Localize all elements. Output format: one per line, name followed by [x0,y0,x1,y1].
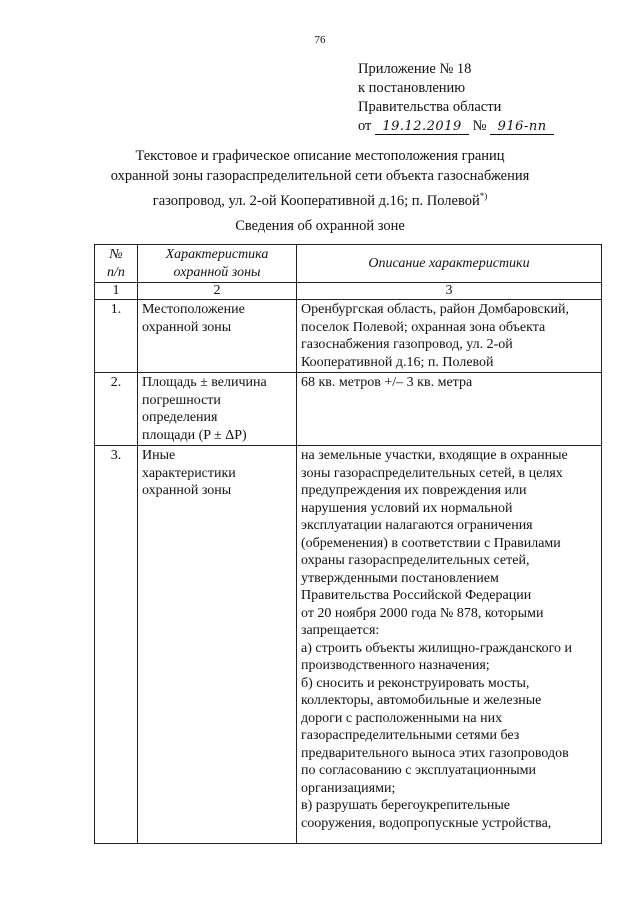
text-line: (обременения) в соответствии с Правилами [301,535,561,551]
table-row [95,446,602,844]
row-characteristic [138,300,297,373]
text-line: Правительства Российской Федерации [301,588,532,603]
text-line: определения [142,410,218,425]
zone-info-table [94,244,602,844]
header-number-line-2: п/п [107,264,125,280]
text-line: эксплуатации налагаются ограничения [301,518,533,533]
text-line: Кооперативной д.16; п. Полевой [301,354,494,370]
appendix-date-line [358,117,554,136]
text-line: погрешности [142,392,221,408]
table-index-row [95,283,602,300]
text-line: а) строить объекты жилищно-гражданского и [301,640,572,656]
index-cell: 3 [297,283,602,300]
row-description [297,373,602,446]
from-label: от [358,118,372,134]
header-characteristic-line-2: охранной зоны [173,264,261,280]
text-line: организациями; [301,780,396,796]
row-description [297,446,602,844]
handwritten-number: 916-пп [490,120,554,135]
text-line: нарушения условий их нормальной [301,500,513,516]
footnote-mark: *) [479,191,488,201]
title-line-3 [80,186,560,211]
title-line-2: охранной зоны газораспределительной сети объекта газоснабжения [110,168,530,184]
text-line: зоны газораспределительных сетей, в целях [301,465,563,481]
text-line: Оренбургская область, район Домбаровский, [301,302,570,317]
document-title [80,146,560,211]
text-line: запрещается: [301,623,380,638]
text-line: утвержденными постановлением [301,570,499,586]
text-line: Площадь ± величина [142,375,267,390]
text-line: характеристики [142,465,236,481]
header-characteristic-line-1: Характеристика [165,247,269,262]
text-line: предупреждения их повреждения или [301,483,527,498]
row-number: 2. [95,373,138,446]
index-cell: 2 [138,283,297,300]
text-line: в) разрушать берегоукрепительные [301,798,511,813]
text-line: предварительного выноса этих газопроводов [301,745,569,761]
header-number-line-1: № [109,247,123,262]
handwritten-date: 19.12.2019 [375,120,469,135]
row-characteristic [138,373,297,446]
text-line: площади (P ± ΔP) [142,427,247,443]
text-line: от 20 ноября 2000 года № 878, которыми [301,605,544,621]
text-line: Иные [142,448,176,463]
title-line-1: Текстовое и графическое описание местоположения границ [135,148,505,164]
text-line: сооружения, водопропускные устройства, [301,815,552,831]
index-cell: 1 [95,283,138,300]
table-header-row [95,245,602,283]
table-row [95,300,602,373]
page-continuation-space [301,832,597,842]
text-line: дороги с расположенными на них [301,710,503,726]
appendix-block [358,60,554,136]
row-number: 3. [95,446,138,844]
text-line: охранной зоны [142,483,232,498]
title-line-3-text: газопровод, ул. 2-ой Кооперативной д.16; п. Полевой [152,192,480,209]
text-line: поселок Полевой; охранная зона объекта [301,319,546,335]
text-line: 68 кв. метров +/– 3 кв. метра [301,375,473,390]
text-line: на земельные участки, входящие в охранные [301,448,568,463]
row-description [297,300,602,373]
row-number: 1. [95,300,138,373]
text-line: производственного назначения; [301,658,490,673]
number-sign: № [472,118,487,134]
appendix-line-2: к постановлению [358,80,466,96]
row-characteristic [138,446,297,844]
text-line: газораспределительными сетями без [301,728,520,743]
header-number [95,245,138,283]
text-line: Местоположение [142,302,245,317]
page-number: 76 [314,34,326,46]
text-line: б) сносить и реконструировать мосты, [301,675,530,691]
appendix-line-1: Приложение № 18 [358,61,472,77]
text-line: по согласованию с эксплуатационными [301,763,536,778]
header-description: Описание характеристики [297,245,602,283]
header-characteristic [138,245,297,283]
text-line: газоснабжения газопровод, ул. 2-ой [301,337,513,352]
text-line: охраны газораспределительных сетей, [301,553,530,568]
text-line: охранной зоны [142,319,232,335]
text-line: коллекторы, автомобильные и железные [301,693,542,708]
table-row [95,373,602,446]
appendix-line-3: Правительства области [358,99,502,115]
section-subtitle: Сведения об охранной зоне [235,218,405,234]
